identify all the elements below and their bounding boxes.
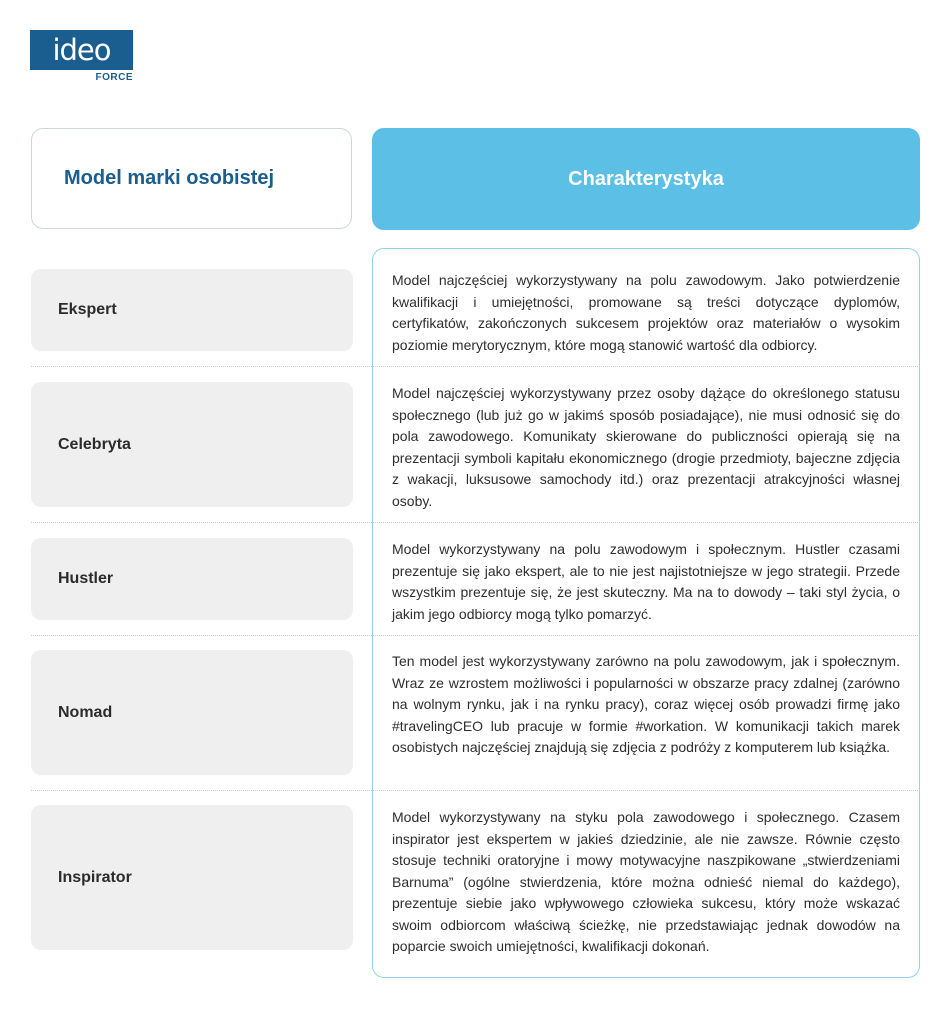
row-separator <box>31 366 920 367</box>
ideo-force-logo <box>30 30 133 84</box>
logo-text: ideo <box>52 32 111 67</box>
row-label-text: Ekspert <box>58 301 117 318</box>
row-label-ekspert <box>31 269 353 351</box>
logo-subtext: FORCE <box>95 72 133 83</box>
row-separator <box>31 522 920 523</box>
row-label-nomad <box>31 650 353 775</box>
row-description-inspirator: Model wykorzystywany na styku pola zawodowego i społecznego. Czasem inspirator jest ekspertem w jakieś dziedzinie, ale nie zawsze. Równie często stosuje techniki oratoryjne i mowy motywacyjne naszpikowane „stwierdzeniami Barnuma” (ogólne stwierdzenia, które można odnieść niemal do każdego), prezentuje siebie jako wpływowego człowieka sukcesu, który może wskazać swoim odbiorcom właściwą ścieżkę, nie przedstawiając jednak dowodów na poparcie swoich umiejętności, kwalifikacji dokonań. <box>392 809 900 954</box>
row-description-nomad: Ten model jest wykorzystywany zarówno na polu zawodowym, jak i społecznym. Wraz ze wzrostem możliwości i popularności w obszarze pracy zdalnej (zarówno na wolnym rynku, jak i na rynku pracy), coraz więcej osób prowadzi firmę jako #travelingCEO lub pracuje w formie #workation. W komunikacji takich marek osobistych najczęściej znajdują się zdjęcia z podróży z komputerem lub książka. <box>392 653 900 755</box>
row-label-hustler <box>31 538 353 620</box>
header-characteristics-column <box>372 128 920 230</box>
header-model-column <box>31 128 352 229</box>
header-characteristics-label: Charakterystyka <box>568 167 724 190</box>
row-description-hustler: Model wykorzystywany na polu zawodowym i społecznym. Hustler czasami prezentuje się jako ekspert, ale to nie jest najistotniejsze w jego strategii. Przede wszystkim prezentuje się, że jest skuteczny. Ma na to dowody – taki styl życia, o jakim jego odbiorcy mogą tylko pomarzyć. <box>392 541 900 622</box>
row-label-text: Hustler <box>58 570 114 587</box>
row-separator <box>31 790 920 791</box>
row-label-inspirator <box>31 805 353 950</box>
header-model-label: Model marki osobistej <box>64 167 275 189</box>
logo-box <box>30 30 133 70</box>
row-label-text: Inspirator <box>58 868 132 886</box>
row-label-text: Celebryta <box>58 435 131 453</box>
row-label-celebryta <box>31 382 353 507</box>
row-separator <box>31 635 920 636</box>
row-label-text: Nomad <box>58 703 113 721</box>
row-description-celebryta: Model najczęściej wykorzystywany przez osoby dążące do określonego statusu społecznego (lub już go w jakimś sposób posiadające), nie musi odnosić się do pola zawodowego. Komunikaty skierowane do publiczności opierają się na prezentacji symboli kapitału ekonomicznego (drogie przedmioty, bajeczne zdjęcia z wakacji, luksusowe samochody itd.) oraz prezentacji atrakcyjności własnej osoby. <box>392 385 900 509</box>
row-description-ekspert: Model najczęściej wykorzystywany na polu zawodowym. Jako potwierdzenie kwalifikacji i umiejętności, promowane są treści dotyczące dyplomów, certyfikatów, zakończonych sukcesem projektów oraz materiałów o wysokim poziomie merytorycznym, które mogą stanowić wartość dla odbiorcy. <box>392 272 900 353</box>
